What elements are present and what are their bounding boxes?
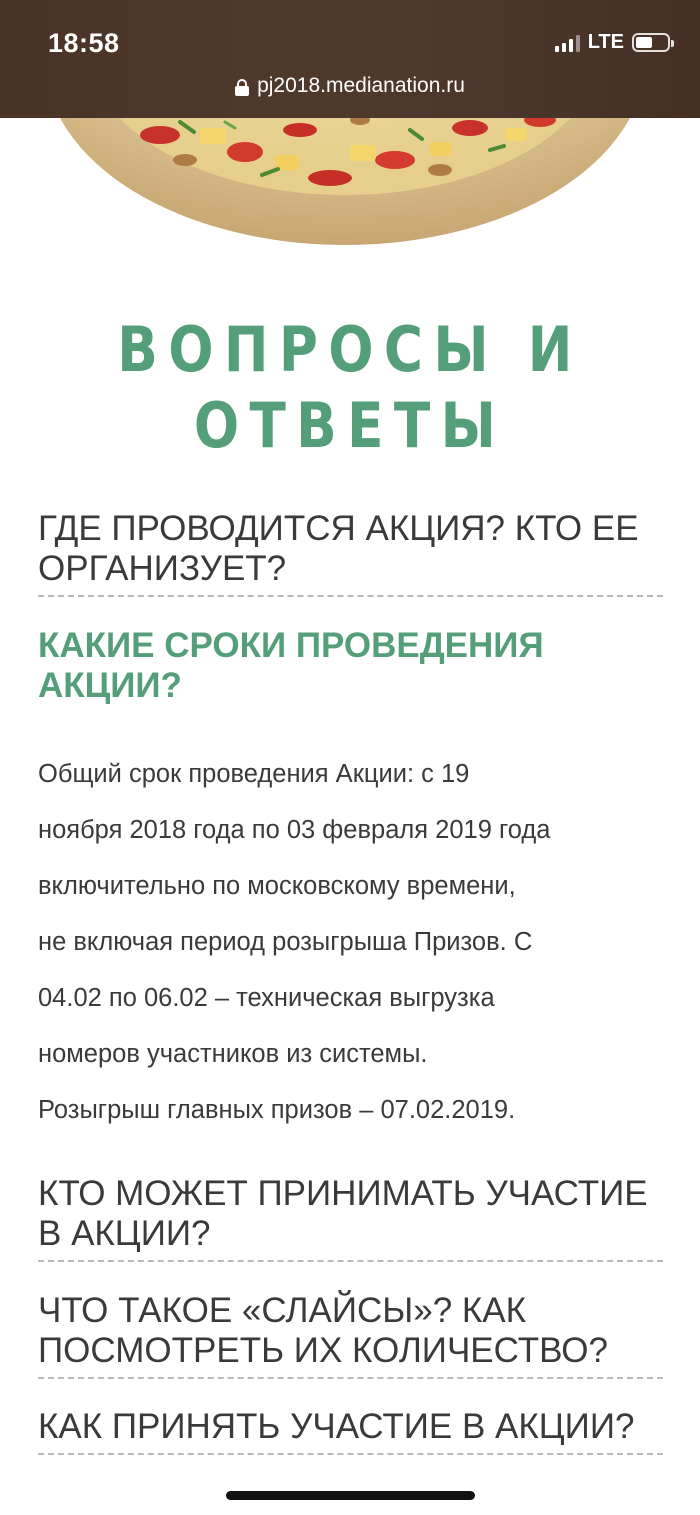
home-indicator[interactable]: [226, 1491, 475, 1500]
answer-line: ноября 2018 года по 03 февраля 2019 года: [38, 816, 551, 844]
lock-icon: [235, 79, 249, 96]
signal-icon: [555, 34, 580, 52]
answer-line: включительно по московскому времени,: [38, 872, 516, 900]
status-indicators: [555, 31, 670, 54]
answer-line: Общий срок проведения Акции: с 19: [38, 760, 470, 788]
status-time: 18:58: [48, 28, 120, 58]
page-title: [49, 312, 651, 464]
url-text: pj2018.medianation.ru: [257, 74, 465, 97]
faq-item[interactable]: [38, 1291, 663, 1379]
faq-item[interactable]: [38, 1407, 663, 1455]
faq-item[interactable]: [38, 1174, 663, 1262]
address-bar[interactable]: [0, 74, 700, 98]
page-title-line-2: ОТВЕТЫ: [193, 389, 507, 462]
browser-top-bar: [0, 0, 700, 118]
faq-item-expanded[interactable]: [38, 626, 663, 706]
answer-line: Розыгрыш главных призов – 07.02.2019.: [38, 1096, 516, 1124]
faq-question-active[interactable]: КАКИЕ СРОКИ ПРОВЕДЕНИЯ АКЦИИ?: [38, 626, 544, 705]
answer-line: 04.02 по 06.02 – техническая выгрузка: [38, 984, 495, 1012]
faq-question[interactable]: ЧТО ТАКОЕ «СЛАЙСЫ»? КАК ПОСМОТРЕТЬ ИХ КОЛИЧЕСТВО?: [38, 1291, 663, 1379]
faq-question[interactable]: КАК ПРИНЯТЬ УЧАСТИЕ В АКЦИИ?: [38, 1407, 663, 1455]
network-type: LTE: [587, 31, 624, 53]
page-title-line-1: ВОПРОСЫ И: [117, 313, 583, 386]
faq-answer: [38, 746, 663, 1138]
battery-icon: [632, 33, 670, 52]
answer-line: не включая период розыгрыша Призов. С: [38, 928, 533, 956]
answer-line: номеров участников из системы.: [38, 1040, 428, 1068]
faq-item[interactable]: [38, 509, 663, 597]
faq-question[interactable]: ГДЕ ПРОВОДИТСЯ АКЦИЯ? КТО ЕЕ ОРГАНИЗУЕТ?: [38, 509, 663, 597]
faq-question[interactable]: КТО МОЖЕТ ПРИНИМАТЬ УЧАСТИЕ В АКЦИИ?: [38, 1174, 663, 1262]
